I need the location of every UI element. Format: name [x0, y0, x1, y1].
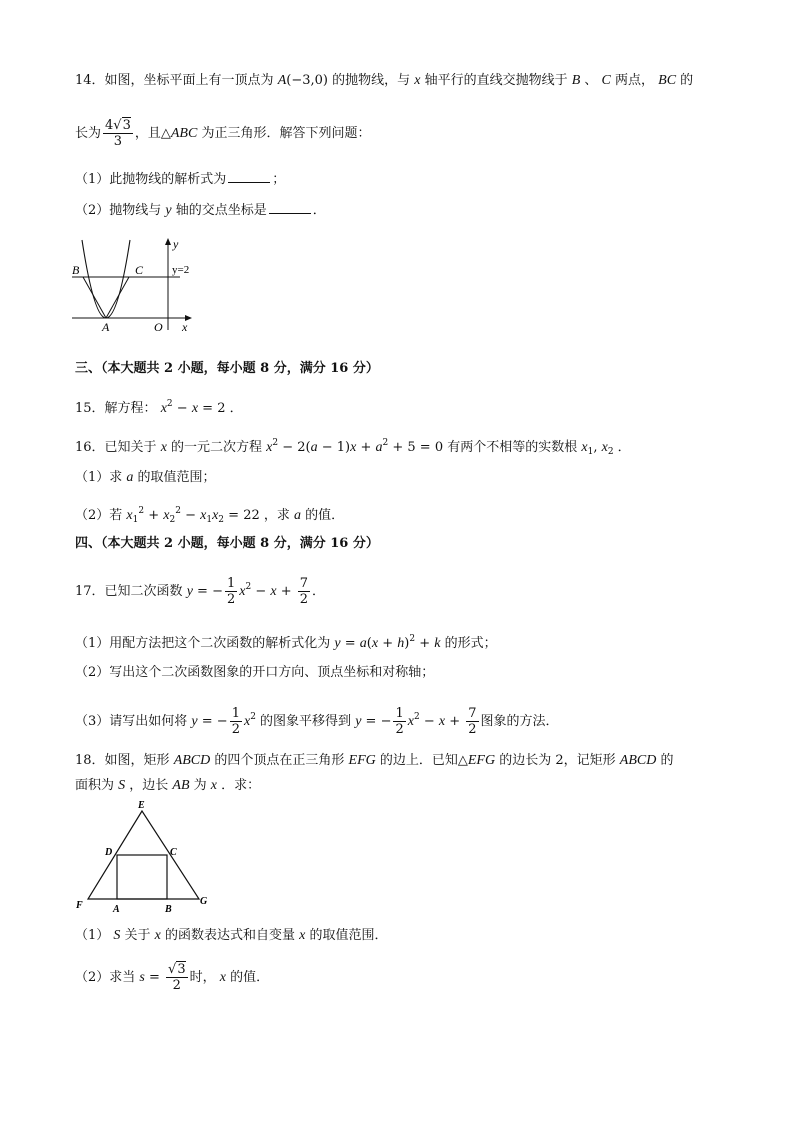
label-C: C: [135, 263, 144, 277]
q14-fraction: $\frac{4√3}{3}$: [105, 118, 131, 149]
label-A: A: [113, 904, 120, 915]
label-D: D: [105, 847, 113, 858]
label-line-y2: y=2: [172, 264, 190, 276]
label-O: O: [154, 320, 163, 334]
label-B: B: [72, 263, 80, 277]
label-C: C: [170, 847, 177, 858]
answer-blank-2[interactable]: [269, 201, 311, 214]
section-4-heading: 四、（本大题共 2 小题，每小题 8 分，满分 16 分）: [75, 536, 379, 551]
q18-line1: 18．如图，矩形 ABCD 的四个顶点在正三角形 EFG 的边上．已知△EFG 的边长为 2，记矩形 ABCD 的: [75, 753, 674, 768]
q14-line1: 14．如图，坐标平面上有一顶点为 A(−3,0) 的抛物线，与 x 轴平行的直线交抛物线于 B 、 C 两点， BC 的: [75, 73, 694, 88]
q18-line2: 面积为 S ，边长 AB 为 x ．求：: [75, 778, 261, 793]
label-A: A: [102, 320, 110, 334]
label-x: x: [182, 320, 188, 334]
q15: 15．解方程： $x^2 - x = 2$ ．: [75, 399, 243, 416]
q18-triangle-figure: [72, 798, 212, 916]
label-G: G: [200, 896, 208, 907]
q14-sub1: （1）此抛物线的解析式为 ；: [75, 172, 286, 187]
label-y: y: [173, 237, 179, 251]
section-3-heading: 三、（本大题共 2 小题，每小题 8 分，满分 16 分）: [75, 361, 379, 376]
q17-sub1: （1）用配方法把这个二次函数的解析式化为 $y = a(x + h)^2 + k$ 的形式；: [75, 634, 497, 651]
q16-sub2: （2）若 $x_1^2 + x_2^2 - x_1x_2 = 22$ ，求 a 的值．: [75, 506, 345, 525]
q14-line2: 长为 $\frac{4√3}{3}$ ，且△ABC 为正三角形．解答下列问题：: [75, 118, 371, 149]
label-E: E: [138, 800, 145, 811]
answer-blank-1[interactable]: [228, 170, 270, 183]
q18-sub1: （1） S 关于 x 的函数表达式和自变量 x 的取值范围．: [75, 928, 388, 943]
q17-main: 17．已知二次函数 y = − $\frac{1}{2}$ $x^2 - x$ + $\frac{7}{2}$ ．: [75, 576, 326, 607]
label-B: B: [165, 904, 172, 915]
q17-sub3: （3）请写出如何将 y = − $\frac{1}{2}$ $x^2$ 的图象平移得到 y = − $\frac{1}{2}$ $x^2 - x$ + $\frac{7}{2}$ 图象的方法．: [75, 706, 559, 737]
q18-sub2: （2）求当 s = $\frac{√3}{2}$ 时， x 的值．: [75, 962, 270, 993]
q14-sub2: （2）抛物线与 y 轴的交点坐标是 ．: [75, 203, 326, 218]
q16-main: 16．已知关于 x 的一元二次方程 $x^2 - 2(a - 1)x + a^2 + 5 = 0$ 有两个不相等的实数根 $x_1$, $x_2$ ．: [75, 438, 631, 457]
q16-sub1: （1）求 a 的取值范围；: [75, 470, 216, 485]
label-F: F: [76, 900, 83, 911]
q14-parabola-figure: [68, 236, 198, 334]
q17-sub2: （2）写出这个二次函数图象的开口方向、顶点坐标和对称轴；: [75, 665, 435, 680]
